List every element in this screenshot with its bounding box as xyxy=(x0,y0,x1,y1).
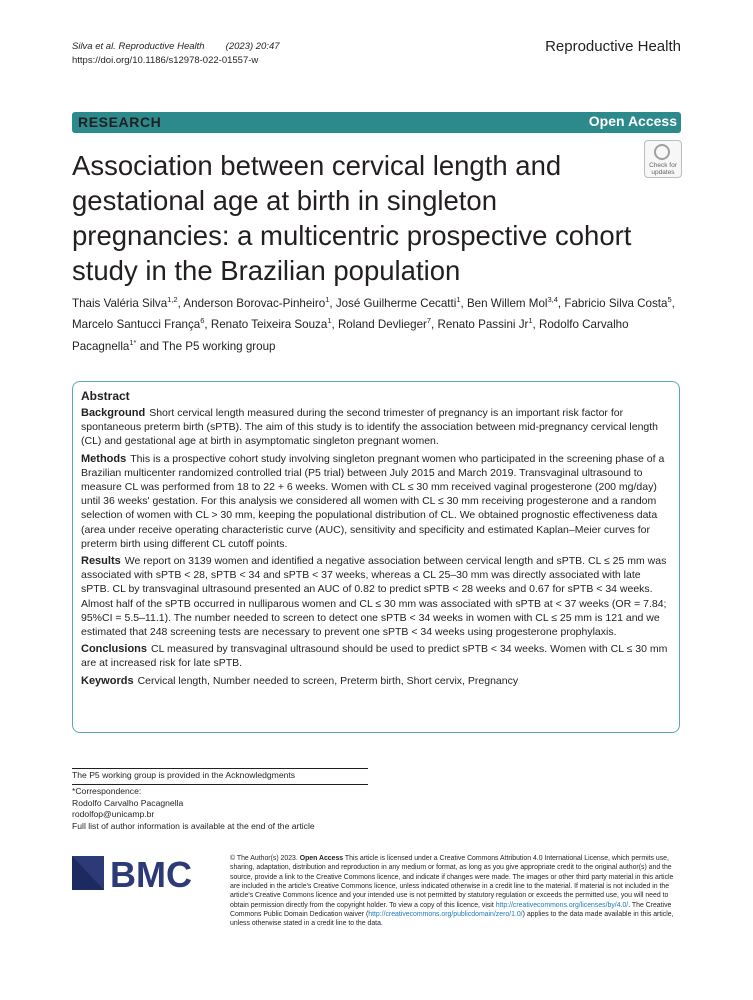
author-affiliation: 1* xyxy=(129,337,137,347)
abstract-section-text: This is a prospective cohort study involving singleton pregnant women who participated in the screening phase of a Brazilian multicenter randomized controlled trial (P5 trial) between July 2015 and March 2019. Transvaginal ultrasound to measure CL was performed from 18 to 22 + 6 weeks. Women with CL ≤ 30 mm received vaginal progesterone (200 mg/day) until 36 weeks' gestation. For this analysis we considered all women with CL ≤ 30 mm receiving progesterone and a random selection of women with CL > 30 mm, keeping the populational distribution of CL. We obtained prognostic effectiveness data (area under receive operating characteristic curve (AUC), sensitivity and specificity and estimated Kaplan–Meier curves for preterm birth using different CL cutoff points. xyxy=(81,452,665,550)
abstract-section-conclusions xyxy=(81,642,670,670)
abstract-section-label: Methods xyxy=(81,452,127,465)
journal-name: Reproductive Health xyxy=(545,38,681,55)
correspondence-label: *Correspondence: xyxy=(72,786,142,796)
author-list: Thais Valéria Silva$^{1,2}$, Anderson Borovac-Pinheiro$^1$, José Guilherme Cecatti$^1$, Ben Willem Mol$^{3,4}$, Fabricio Silva Costa$^5$, Marcelo Santucci França$^6$, Renato Teixeira Souza$^1$, Roland Devlieger$^7$, Renato Passini Jr$^1$, Rodolfo Carvalho Pacagnella$^{1*}$ and The P5 working group xyxy=(72,295,675,353)
abstract-section-text: Short cervical length measured during the second trimester of pregnancy is an important risk factor for spontaneous preterm birth (sPTB). The aim of this study is to identify the association between mid-pregnancy cervical length (CL) and gestational age at birth in asymptomatic singleton pregnant women. xyxy=(81,407,659,448)
bmc-logo xyxy=(72,853,212,893)
abstract-section-label: Results xyxy=(81,555,121,568)
section-label: RESEARCH xyxy=(78,114,162,130)
abstract-section-keywords xyxy=(81,674,670,688)
author-affiliation: 1 xyxy=(325,295,330,304)
author-name[interactable]: José Guilherme Cecatti xyxy=(335,296,457,310)
abstract-heading: Abstract xyxy=(81,389,130,403)
citation-block xyxy=(72,40,280,68)
author-name[interactable]: Marcelo Santucci França xyxy=(72,318,201,332)
citation-year: (2023) 20:47 xyxy=(225,41,280,52)
correspondence-block xyxy=(72,786,315,832)
author-affiliation: 1 xyxy=(528,316,533,326)
abstract-section-label: Background xyxy=(81,407,146,419)
check-for-updates-button[interactable] xyxy=(644,140,682,178)
abstract-box xyxy=(72,381,680,733)
open-access-label: Open Access xyxy=(588,113,677,129)
abstract-section-label: Conclusions xyxy=(81,643,148,656)
footnote-divider-2 xyxy=(72,784,368,785)
bmc-logo-text: BMC xyxy=(110,854,192,893)
license-link-cc-zero[interactable]: http://creativecommons.org/publicdomain/zero/1.0/ xyxy=(368,911,523,919)
working-group-note: The P5 working group is provided in the Acknowledgments xyxy=(72,770,296,780)
abstract-sections xyxy=(81,406,670,688)
author-affiliation: 1 xyxy=(327,316,332,326)
author-name[interactable]: Anderson Borovac-Pinheiro xyxy=(183,296,326,310)
author-affiliation: 7 xyxy=(426,316,432,326)
abstract-section-label: Keywords xyxy=(81,674,134,687)
license-link-cc-by[interactable]: http://creativecommons.org/licenses/by/4.0/ xyxy=(495,901,629,909)
check-updates-line1: Check for xyxy=(649,162,677,169)
check-updates-icon xyxy=(654,144,670,160)
author-name[interactable]: Fabricio Silva Costa xyxy=(564,296,668,310)
doi-link[interactable]: https://doi.org/10.1186/s12978-022-01557-w xyxy=(72,55,259,66)
author-name[interactable]: Roland Devlieger xyxy=(337,318,427,332)
correspondence-name: Rodolfo Carvalho Pacagnella xyxy=(72,797,184,808)
abstract-section-text: We report on 3139 women and identified a negative association between cervical length and sPTB. CL ≤ 25 mm was associated with sPTB < 28, sPTB < 34 and sPTB < 37 weeks, whereas a CL 25–30 mm was directly associated with late sPTB. CL by transvaginal ultrasound presented an AUC of 0.82 to predict sPTB < 28 weeks and 0.67 for sPTB < 34 weeks. Almost half of the sPTB occurred in nulliparous women and CL ≤ 30 mm was associated with sPTB at < 37 weeks (OR = 7.84; 95%CI = 5.5–11.1). The number needed to screen to detect one sPTB < 34 weeks in women with CL ≤ 25 mm is 121 and we estimated that 248 screening tests are necessary to prevent one sPTB < 34 weeks using progesterone prophylaxis. xyxy=(81,555,667,639)
license-open-access: Open Access xyxy=(299,855,344,862)
author-affiliation: 6 xyxy=(200,316,205,326)
citation-authors: Silva et al. Reproductive Health xyxy=(72,41,205,52)
author-name[interactable]: Rodolfo Carvalho Pacagnella xyxy=(72,318,629,353)
abstract-section-results xyxy=(81,554,670,639)
abstract-section-background xyxy=(81,406,670,449)
author-affiliation: 5 xyxy=(667,295,672,304)
author-name[interactable]: Ben Willem Mol xyxy=(466,296,548,310)
footnote-divider xyxy=(72,768,368,769)
license-text: © The Author(s) 2023. Open Access This article is licensed under a Creative Commons Attribution 4.0 International License, which permits use, sharing, adaptation, distribution and reproduction in any medium or format, as long as you give appropriate credit to the original author(s) and the source, provide a link to the Creative Commons licence, and indicate if changes were made. The images or other third party material in this article are included in the article's Creative Commons licence, unless indicated otherwise in a credit line to the material. If material is not included in the article's Creative Commons licence and your intended use is not permitted by statutory regulation or exceeds the permitted use, you will need to obtain permission directly from the copyright holder. To view a copy of this licence, visit http://creativecommons.org/licenses/by/4.0/. The Creative Commons Public Domain Dedication waiver (http://creativecommons.org/publicdomain/zero/1.0/) applies to the data made available in this article, unless otherwise stated in a credit line to the data. xyxy=(230,855,674,928)
author-affiliation: 1 xyxy=(456,295,461,304)
author-affiliation: 1,2 xyxy=(167,295,178,304)
correspondence-email[interactable]: rodolfop@unicamp.br xyxy=(72,809,155,819)
author-group: and The P5 working group xyxy=(139,339,276,353)
abstract-section-methods xyxy=(81,452,670,551)
author-name[interactable]: Renato Passini Jr xyxy=(437,318,529,332)
author-info-note: Full list of author information is available at the end of the article xyxy=(72,820,315,831)
abstract-section-text: Cervical length, Number needed to screen, Preterm birth, Short cervix, Pregnancy xyxy=(137,674,519,687)
author-name[interactable]: Renato Teixeira Souza xyxy=(210,318,328,332)
author-affiliation: 3,4 xyxy=(547,295,558,304)
abstract-section-text: CL measured by transvaginal ultrasound should be used to predict sPTB < 34 weeks. Women with CL ≤ 30 mm are at increased risk for late sPTB. xyxy=(81,643,668,670)
author-name[interactable]: Thais Valéria Silva xyxy=(72,296,168,310)
check-updates-line2: updates xyxy=(651,169,675,176)
article-title: Association between cervical length and gestational age at birth in singleton pregnancies: a multicentric prospective cohort study in the Brazilian population xyxy=(72,150,632,286)
